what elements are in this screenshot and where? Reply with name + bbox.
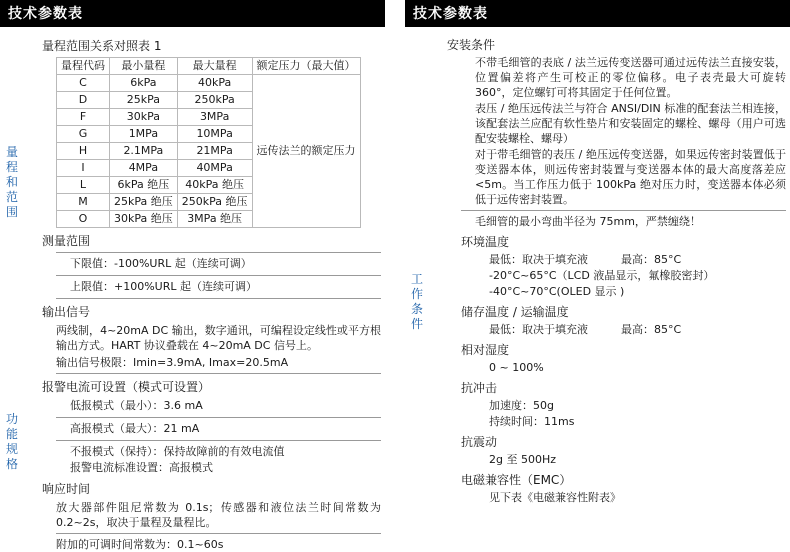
humidity-value: 0 ~ 100% — [489, 361, 544, 374]
alarm-keep-mode: 不报模式（保持）：保持故障前的有效电流值 — [70, 445, 285, 458]
col-header-rated: 额定压力（最大值） — [252, 58, 360, 75]
right-column — [405, 0, 790, 538]
measure-range-heading: 测量范围 — [42, 234, 91, 248]
measure-range-lower: 下限值：-100%URL 起（连续可调） — [70, 257, 252, 270]
left-content — [28, 37, 381, 552]
ambient-temp-max: 最高：85°C — [621, 253, 682, 266]
cell-min: 30kPa 绝压 — [110, 211, 178, 228]
divider — [56, 440, 381, 441]
cell-code: G — [57, 126, 110, 143]
divider — [56, 275, 381, 276]
left-body — [0, 27, 385, 552]
response-time-heading: 响应时间 — [42, 482, 91, 496]
cell-min: 25kPa — [110, 92, 178, 109]
cell-code: H — [57, 143, 110, 160]
alarm-default-mode: 报警电流标准设置：高报模式 — [70, 461, 213, 474]
cell-max: 40kPa 绝压 — [177, 177, 252, 194]
install-p1: 不带毛细管的表底 / 法兰远传变送器可通过远传法兰直接安装，位置偏差将产生可校正的零位偏移。电子表壳最大可旋转 360°，定位螺钉可将其固定于任何位置。 — [475, 56, 786, 99]
storage-temp-heading: 储存温度 / 运输温度 — [461, 305, 569, 319]
cell-min: 1MPa — [110, 126, 178, 143]
cell-flange-rated-pressure: 远传法兰的额定压力 — [252, 75, 360, 228]
cell-min: 30kPa — [110, 109, 178, 126]
install-p3: 对于带毛细管的表压 / 绝压远传变送器，如果远传密封装置低于变送器本体，则远传密封装置与变送器本体的最大高度落差应 <5m。当工作压力低于 100kPa 绝对压力时，变送器本体必须低于远传密封装置。 — [475, 148, 786, 206]
col-header-code: 量程代码 — [57, 58, 110, 75]
right-body — [405, 27, 790, 505]
side-label-range: 量程和范围 — [5, 145, 18, 219]
left-title-bar: 技术参数表 — [0, 0, 385, 27]
output-signal-heading: 输出信号 — [42, 305, 91, 319]
range-table-heading: 量程范围关系对照表 1 — [42, 39, 162, 53]
left-column — [0, 0, 385, 551]
cell-min: 25kPa 绝压 — [110, 194, 178, 211]
cell-max: 10MPa — [177, 126, 252, 143]
install-heading: 安装条件 — [447, 38, 496, 52]
output-signal-limits: 输出信号极限：Imin=3.9mA, Imax=20.5mA — [56, 356, 289, 369]
cell-code: D — [57, 92, 110, 109]
emc-reference: 见下表《电磁兼容性附表》 — [489, 491, 621, 504]
response-time-adjustable: 附加的可调时间常数为：0.1~60s — [56, 538, 224, 551]
storage-temp-max: 最高：85°C — [621, 323, 682, 336]
cell-max: 21MPa — [177, 143, 252, 160]
divider — [56, 417, 381, 418]
side-label-working-conditions: 工作条件 — [410, 272, 423, 331]
range-table — [56, 57, 361, 228]
cell-min: 2.1MPa — [110, 143, 178, 160]
alarm-current-heading: 报警电流可设置（模式可设置） — [42, 380, 211, 394]
storage-temp-line1 — [433, 322, 786, 337]
ambient-temp-heading: 环境温度 — [461, 235, 510, 249]
output-signal-text: 两线制，4~20mA DC 输出，数字通讯，可编程设定线性或平方根输出方式。HART 协议叠载在 4~20mA DC 信号上。 — [56, 324, 381, 352]
cell-max: 250kPa 绝压 — [177, 194, 252, 211]
table-row — [57, 75, 361, 92]
storage-temp-min: 最低：取决于填充液 — [489, 323, 588, 336]
ambient-temp-min: 最低：取决于填充液 — [489, 253, 588, 266]
alarm-low-mode: 低报模式（最小）：3.6 mA — [70, 399, 203, 412]
right-title-bar: 技术参数表 — [405, 0, 790, 27]
humidity-heading: 相对湿度 — [461, 343, 510, 357]
cell-max: 40MPa — [177, 160, 252, 177]
col-header-min: 最小量程 — [110, 58, 178, 75]
cell-min: 6kPa 绝压 — [110, 177, 178, 194]
ambient-temp-oled: -40°C~70°C(OLED 显示 ) — [489, 285, 625, 298]
divider — [461, 210, 786, 211]
cell-code: M — [57, 194, 110, 211]
divider — [56, 373, 381, 374]
cell-code: C — [57, 75, 110, 92]
cell-min: 4MPa — [110, 160, 178, 177]
cell-max: 3MPa — [177, 109, 252, 126]
side-label-function: 功能规格 — [5, 412, 18, 471]
alarm-high-mode: 高报模式（最大）：21 mA — [70, 422, 200, 435]
col-header-max: 最大量程 — [177, 58, 252, 75]
cell-max: 250kPa — [177, 92, 252, 109]
response-time-text: 放大器部件阻尼常数为 0.1s；传感器和液位法兰时间常数为 0.2~2s，取决于量程及量程比。 — [56, 501, 381, 529]
divider — [56, 298, 381, 299]
ambient-temp-line1 — [433, 252, 786, 267]
table-header-row — [57, 58, 361, 75]
cell-code: I — [57, 160, 110, 177]
install-p4: 毛细管的最小弯曲半径为 75mm，严禁缠绕！ — [475, 215, 701, 228]
measure-range-upper: 上限值：+100%URL 起（连续可调） — [70, 280, 257, 293]
ambient-temp-lcd: -20°C~65°C（LCD 液晶显示，氟橡胶密封） — [489, 269, 715, 282]
cell-code: L — [57, 177, 110, 194]
vibration-heading: 抗震动 — [461, 435, 498, 449]
emc-heading: 电磁兼容性（EMC） — [461, 473, 572, 487]
cell-code: F — [57, 109, 110, 126]
install-p2: 表压 / 绝压远传法兰与符合 ANSI/DIN 标准的配套法兰相连接，该配套法兰应配有软性垫片和安装固定的螺栓、螺母（用户可选配安装螺栓、螺母） — [475, 102, 786, 145]
cell-code: O — [57, 211, 110, 228]
cell-max: 3MPa 绝压 — [177, 211, 252, 228]
divider — [56, 533, 381, 534]
shock-acceleration: 加速度：50g — [489, 399, 554, 412]
right-content — [433, 36, 786, 505]
vibration-value: 2g 至 500Hz — [489, 453, 557, 466]
shock-duration: 持续时间：11ms — [489, 415, 575, 428]
shock-heading: 抗冲击 — [461, 381, 498, 395]
cell-max: 40kPa — [177, 75, 252, 92]
divider — [56, 252, 381, 253]
cell-min: 6kPa — [110, 75, 178, 92]
